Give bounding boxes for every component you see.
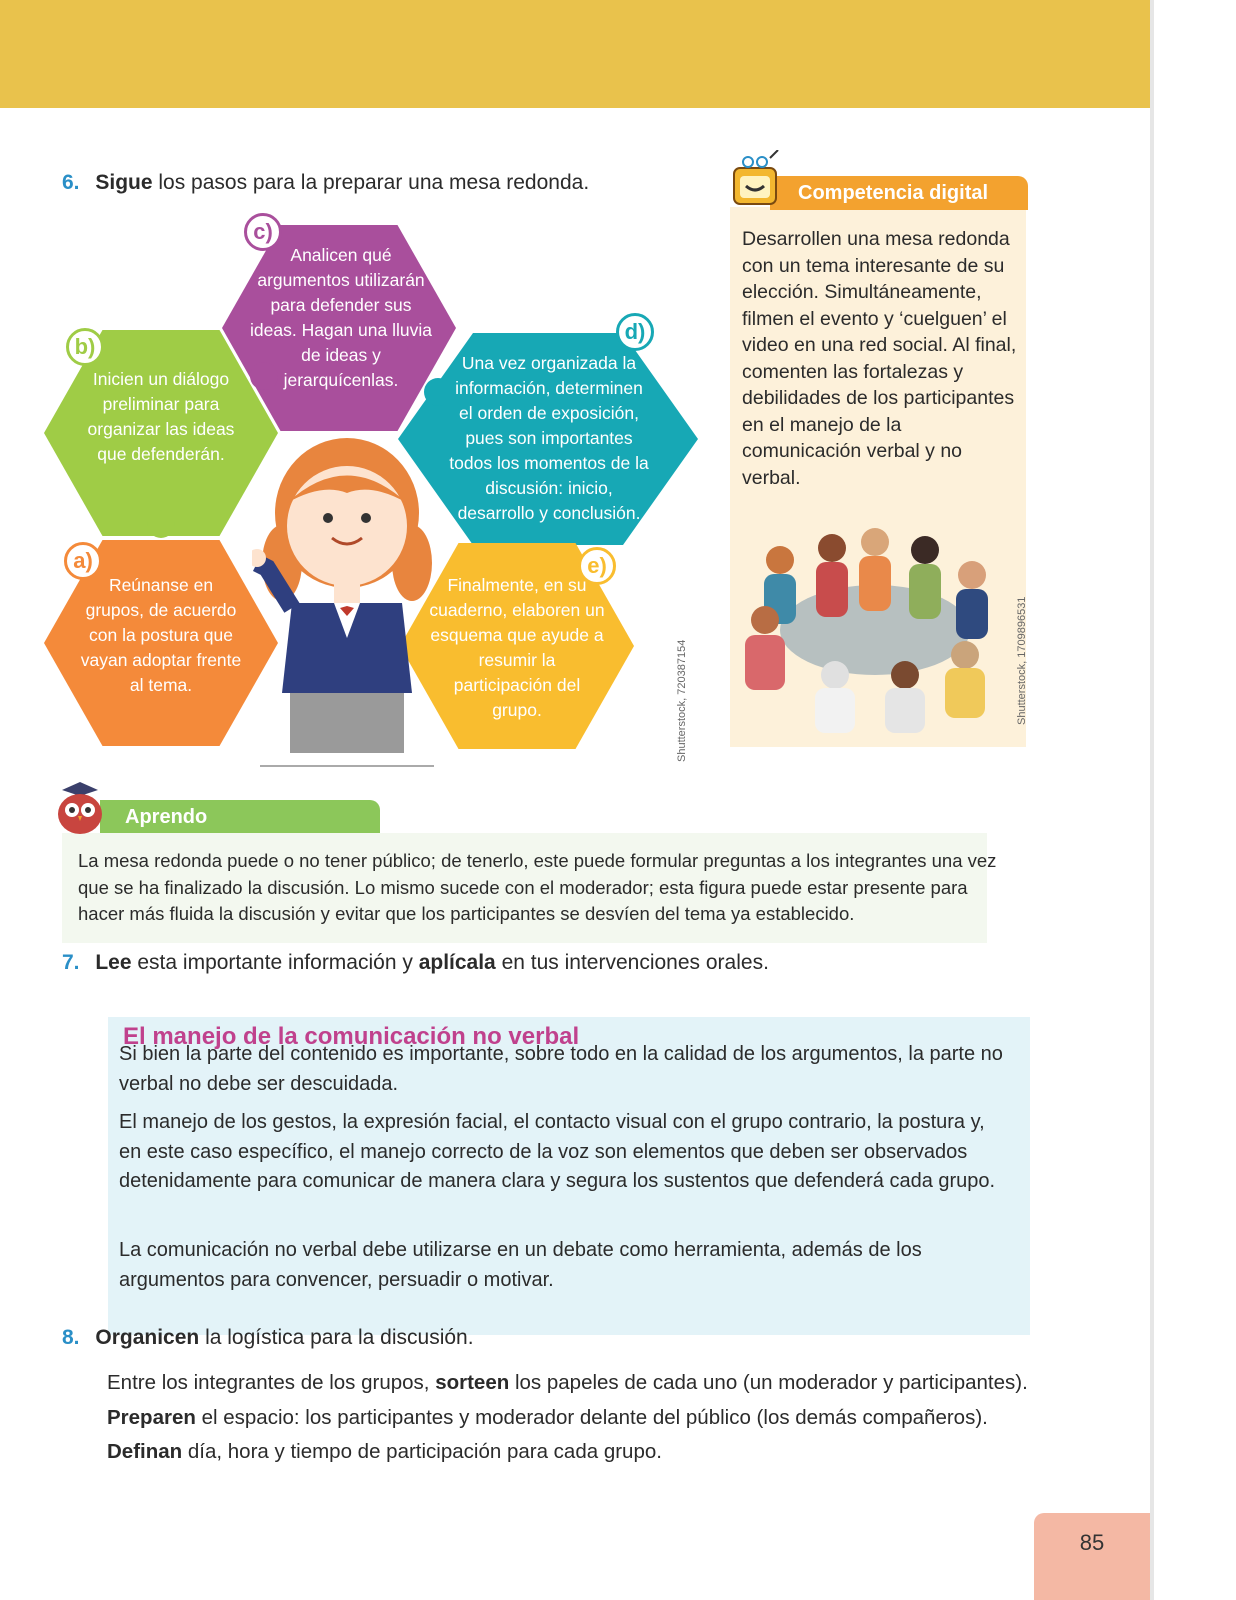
question-6 bbox=[62, 170, 589, 196]
info-paragraph: La comunicación no verbal debe utilizarse en un debate como herramienta, además de los argumentos para convencer, persuadir o motivar. bbox=[119, 1239, 922, 1291]
step-8-line-1 bbox=[107, 1370, 1028, 1396]
instruction-verb: aplícala bbox=[418, 951, 496, 974]
instruction-text: esta importante información y bbox=[131, 951, 419, 974]
aprendo-title: Aprendo bbox=[100, 800, 380, 833]
step-letter-d: d) bbox=[616, 313, 654, 351]
instruction-text: los pasos para la preparar una mesa redonda. bbox=[152, 171, 590, 194]
instruction-text: la logística para la discusión. bbox=[199, 1326, 474, 1349]
step-letter-e: e) bbox=[578, 547, 616, 585]
step-8-line-3 bbox=[107, 1439, 662, 1465]
image-credit: Shutterstock, 1709896531 bbox=[1016, 596, 1028, 725]
info-title: El manejo de la comunicación no verbal bbox=[123, 1023, 580, 1050]
instruction-verb: Organicen bbox=[95, 1326, 200, 1349]
instruction-verb: Sigue bbox=[95, 171, 153, 194]
step-letter-c: c) bbox=[244, 213, 282, 251]
owl-mascot-icon bbox=[52, 778, 108, 836]
hex-text-a: Reúnanse en grupos, de acuerdo con la postura que vayan adoptar frente al tema. bbox=[80, 575, 242, 695]
instruction-text: Entre los integrantes de los grupos, bbox=[107, 1371, 436, 1394]
question-number: 6. bbox=[62, 171, 80, 194]
instruction-text: el espacio: los participantes y moderador delante del público (los demás compañeros). bbox=[195, 1406, 988, 1429]
step-letter-a: a) bbox=[64, 542, 102, 580]
image-credit: Shutterstock, 720387154 bbox=[676, 639, 688, 762]
hex-text-b: Inicien un diálogo preliminar para organizar las ideas que defenderán. bbox=[87, 369, 235, 464]
hex-text-c: Analicen qué argumentos utilizarán para defender sus ideas. Hagan una lluvia de ideas y jerarquícenlas. bbox=[250, 245, 432, 390]
robot-mascot-icon bbox=[726, 150, 786, 214]
student-girl-illustration bbox=[252, 438, 442, 768]
question-number: 7. bbox=[62, 951, 80, 974]
instruction-verb: Definan bbox=[107, 1440, 183, 1463]
puzzle-knob bbox=[424, 378, 452, 406]
question-8 bbox=[62, 1325, 474, 1351]
instruction-verb: Lee bbox=[95, 951, 132, 974]
instruction-text: día, hora y tiempo de participación para cada grupo. bbox=[182, 1440, 662, 1463]
competencia-digital-text: Desarrollen una mesa redonda con un tema interesante de su elección. Simultáneamente, filmen el evento y ‘cuelguen’ el video en una red social. Al final, comenten las fortalezas y debilidades de los participantes en el manejo de la comunicación verbal y no verbal. bbox=[742, 228, 1017, 489]
puzzle-knob bbox=[250, 362, 278, 390]
step-letter-b: b) bbox=[66, 328, 104, 366]
top-color-band bbox=[0, 0, 1150, 108]
page-edge bbox=[1150, 0, 1154, 1600]
instruction-text: en tus intervenciones orales. bbox=[495, 951, 769, 974]
step-8-line-2 bbox=[107, 1405, 988, 1431]
info-paragraph: El manejo de los gestos, la expresión facial, el contacto visual con el grupo contrario, la postura y, en este caso específico, el manejo correcto de la voz son elementos que deben ser observados detenidamente para comunicar de manera clara y segura los sustentos que defenderá cada grupo. bbox=[119, 1111, 996, 1192]
page-number: 85 bbox=[1034, 1513, 1150, 1600]
puzzle-knob bbox=[147, 510, 175, 538]
round-table-illustration bbox=[740, 520, 1010, 735]
aprendo-text: La mesa redonda puede o no tener público; de tenerlo, este puede formular preguntas a los integrantes una vez que se ha finalizado la discusión. Lo mismo sucede con el moderador; esta figura puede estar presente para hacer más fluida la discusión y evitar que los participantes se desvíen del tema ya establecido. bbox=[78, 850, 997, 924]
instruction-text: los papeles de cada uno (un moderador y participantes). bbox=[509, 1371, 1028, 1394]
question-7 bbox=[62, 950, 769, 976]
instruction-verb: Preparen bbox=[107, 1406, 196, 1429]
hex-text-d: Una vez organizada la información, determinen el orden de exposición, pues son importantes todos los momentos de la discusión: inicio, desarrollo y conclusión. bbox=[449, 353, 649, 523]
instruction-verb: sorteen bbox=[435, 1371, 510, 1394]
question-number: 8. bbox=[62, 1326, 80, 1349]
info-paragraph: Si bien la parte del contenido es importante, sobre todo en la calidad de los argumentos, la parte no verbal no debe ser descuidada. bbox=[119, 1043, 1003, 1095]
hex-text-e: Finalmente, en su cuaderno, elaboren un esquema que ayude a resumir la participación del grupo. bbox=[429, 575, 605, 720]
competencia-digital-title: Competencia digital bbox=[770, 176, 1028, 210]
